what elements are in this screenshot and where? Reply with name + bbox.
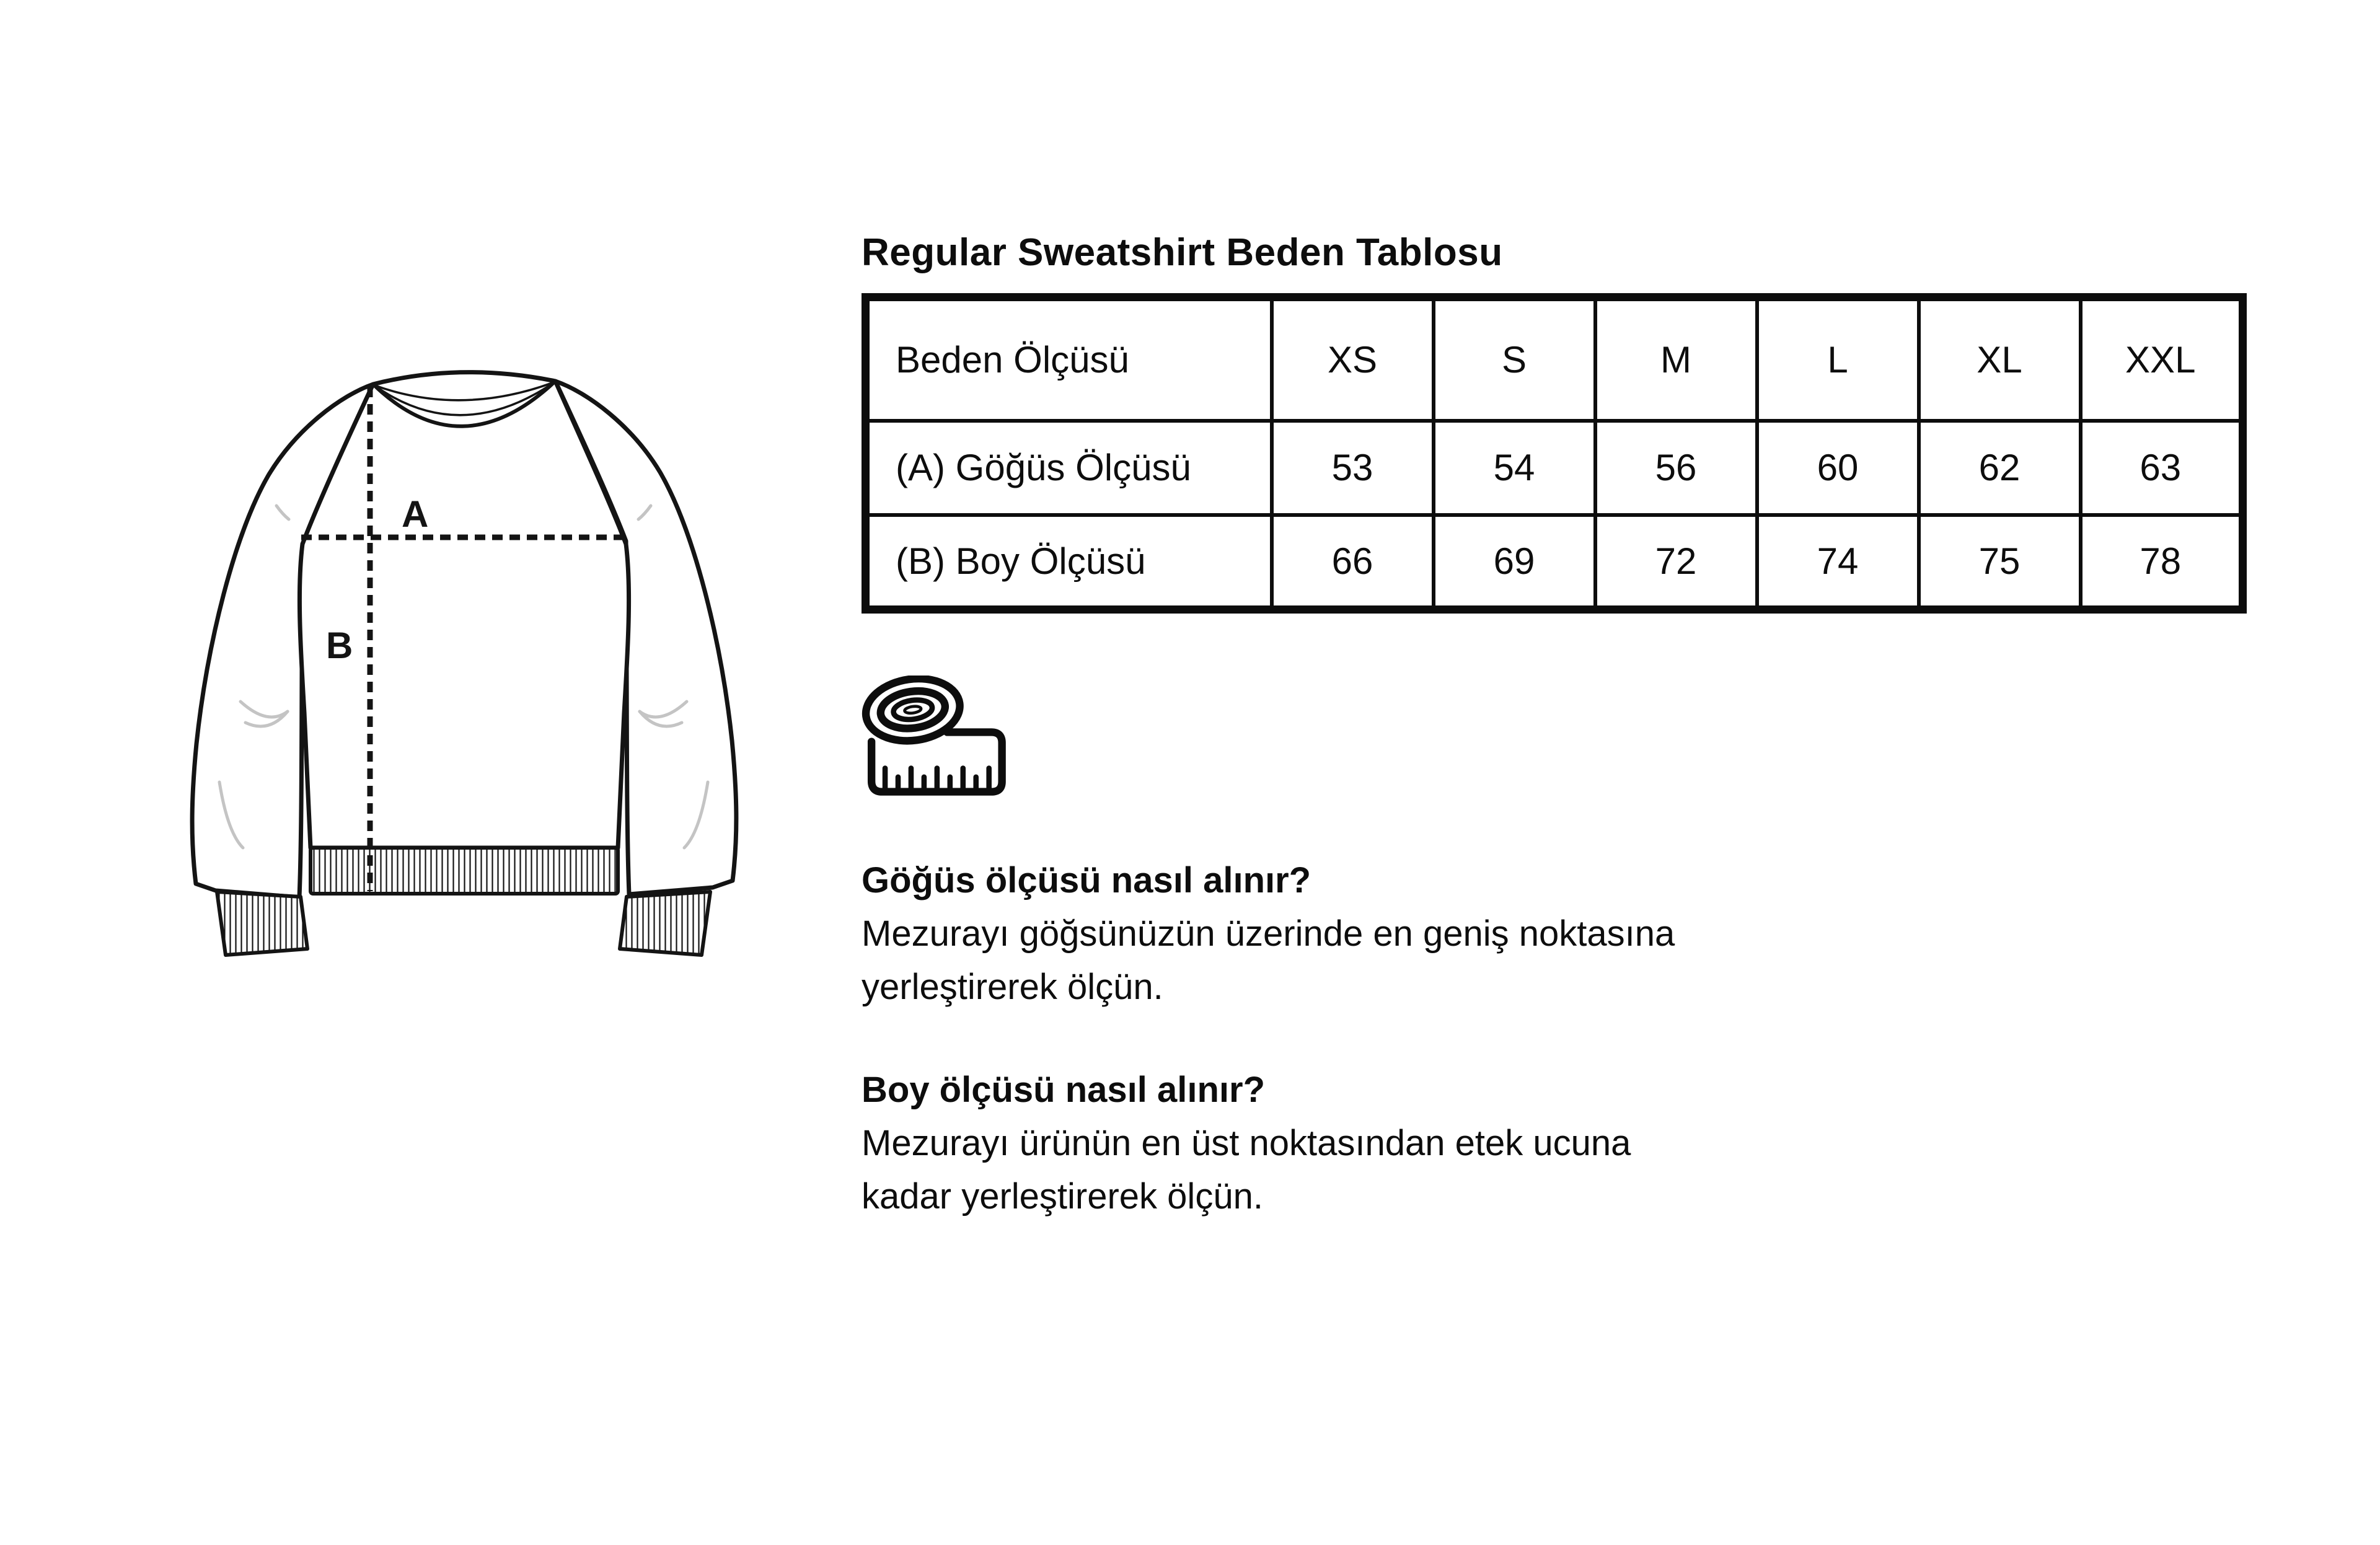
table-row-chest bbox=[866, 421, 2243, 515]
tape-measure-icon bbox=[858, 676, 1012, 799]
instruction-chest-line: yerleştirerek ölçün. bbox=[862, 967, 1163, 1007]
chest-value: 63 bbox=[2081, 421, 2243, 515]
length-value: 74 bbox=[1757, 515, 1919, 610]
hem-rib-band bbox=[311, 848, 618, 894]
torso bbox=[299, 372, 628, 848]
left-cuff bbox=[217, 892, 307, 955]
instruction-length-heading: Boy ölçüsü nasıl alınır? bbox=[862, 1070, 1266, 1110]
chest-value: 53 bbox=[1272, 421, 1434, 515]
row-label-length: (B) Boy Ölçüsü bbox=[866, 515, 1272, 610]
chest-value: 54 bbox=[1434, 421, 1595, 515]
right-cuff bbox=[620, 892, 710, 955]
instruction-chest-line: Mezurayı göğsünüzün üzerinde en geniş noktasına bbox=[862, 913, 1675, 954]
sweatshirt-diagram bbox=[155, 322, 837, 1190]
instruction-length-line: Mezurayı ürünün en üst noktasından etek ucuna bbox=[862, 1123, 1631, 1163]
length-value: 66 bbox=[1272, 515, 1434, 610]
size-table bbox=[862, 293, 2247, 614]
label-a: A bbox=[402, 493, 429, 535]
instruction-length-line: kadar yerleştirerek ölçün. bbox=[862, 1176, 1263, 1217]
size-cell-m: M bbox=[1595, 297, 1757, 421]
size-cell-xxl: XXL bbox=[2081, 297, 2243, 421]
size-cell-xs: XS bbox=[1272, 297, 1434, 421]
size-cell-l: L bbox=[1757, 297, 1919, 421]
chest-value: 56 bbox=[1595, 421, 1757, 515]
length-value: 69 bbox=[1434, 515, 1595, 610]
instruction-chest-heading: Göğüs ölçüsü nasıl alınır? bbox=[862, 860, 1311, 900]
length-value: 78 bbox=[2081, 515, 2243, 610]
page-title: Regular Sweatshirt Beden Tablosu bbox=[862, 231, 1503, 274]
length-value: 72 bbox=[1595, 515, 1757, 610]
header-label-cell: Beden Ölçüsü bbox=[866, 297, 1272, 421]
instruction-length bbox=[862, 1063, 1952, 1223]
chest-value: 60 bbox=[1757, 421, 1919, 515]
size-cell-xl: XL bbox=[1919, 297, 2081, 421]
size-cell-s: S bbox=[1434, 297, 1595, 421]
table-row-length bbox=[866, 515, 2243, 610]
label-b: B bbox=[326, 625, 353, 666]
chest-value: 62 bbox=[1919, 421, 2081, 515]
row-label-chest: (A) Göğüs Ölçüsü bbox=[866, 421, 1272, 515]
table-header-row bbox=[866, 297, 2243, 421]
length-value: 75 bbox=[1919, 515, 2081, 610]
instruction-chest bbox=[862, 854, 1952, 1014]
